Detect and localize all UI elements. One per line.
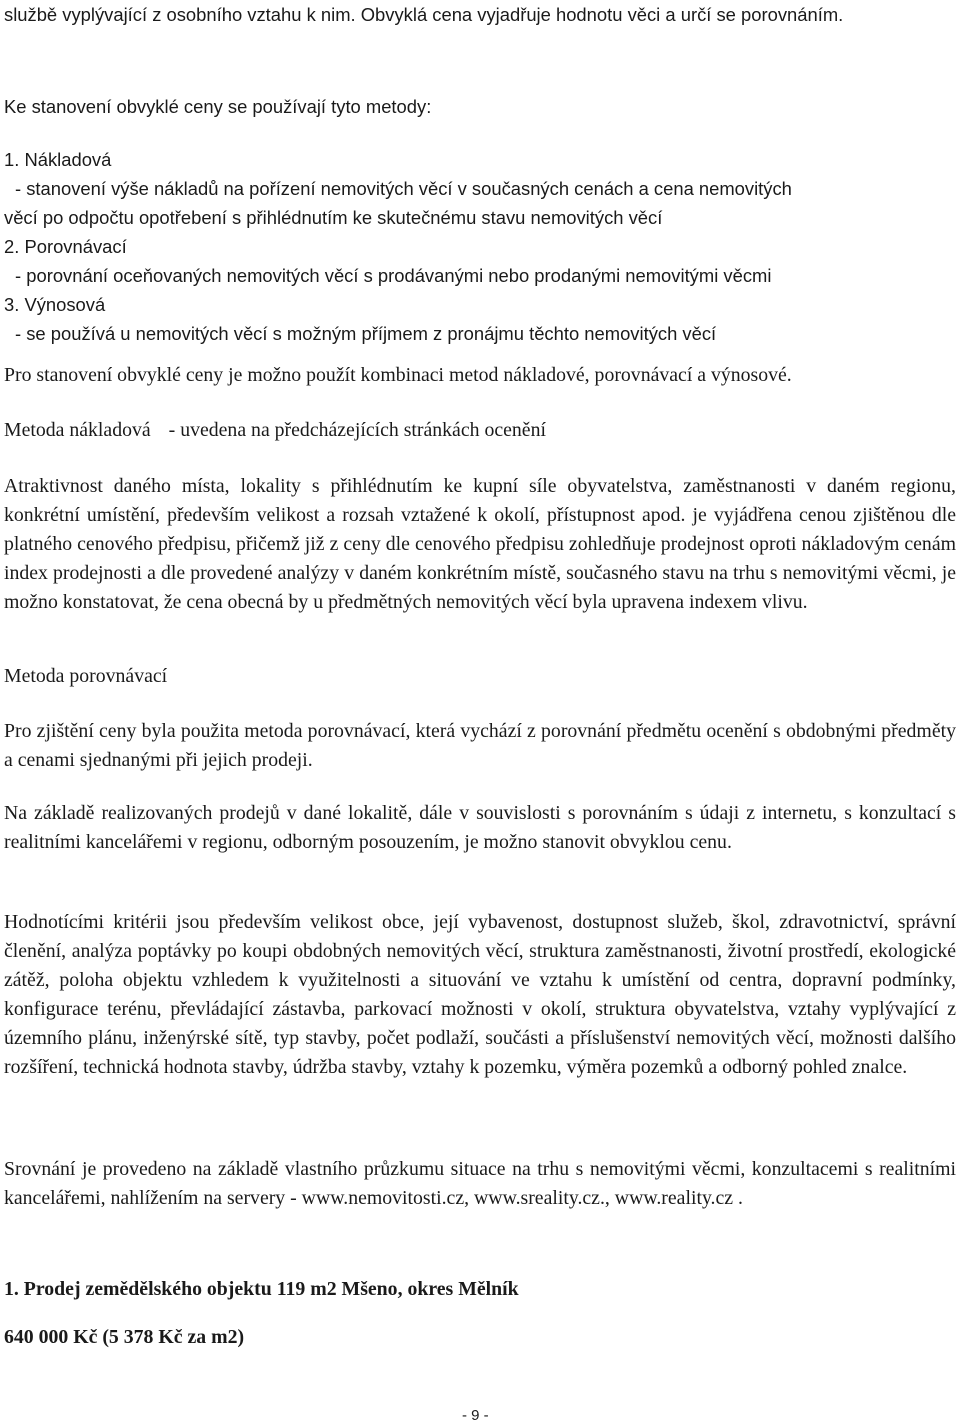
sale-title: 1. Prodej zemědělského objektu 119 m2 Mšeno, okres Mělník xyxy=(4,1278,519,1300)
methods-intro: Ke stanovení obvyklé ceny se používají tyto metody: xyxy=(4,96,432,117)
comparative-paragraph-3: Hodnotícími kritérii jsou především velikost obce, její vybavenost, dostupnost služeb, škol, zdravotnictví, správní členění, analýza poptávky po koupi obdobných nemovitých věcí, struktura zaměstnanosti, životní prostředí, ekologické zátěž, poloha objektu vzhledem k využitelnosti a situování ve vztahu k umístění od centra, dopravní podmínky, konfigurace terénu, převládající zástavba, parkovací možnosti v okolí, struktura obyvatelstva, vztahy vyplývající z územního plánu, inženýrské sítě, typ stavby, počet podlaží, součásti a příslušenství nemovitých věcí, možnosti dalšího rozšíření, technická hodnota stavby, údržba stavby, vztahy k pozemku, výměra pozemků a odborný pohled znalce. xyxy=(4,911,956,1078)
cost-method-title: Metoda nákladová xyxy=(4,419,151,441)
methods-list xyxy=(4,145,956,348)
comparative-paragraph-1: Pro zjištění ceny byla použita metoda porovnávací, která vychází z porovnání předmětu ocenění s obdobnými předměty a cenami sjednanými při jejich prodeji. xyxy=(4,720,956,771)
sale-price: 640 000 Kč (5 378 Kč za m2) xyxy=(4,1326,245,1348)
comparative-method-title: Metoda porovnávací xyxy=(4,665,168,687)
method-title: 1. Nákladová xyxy=(4,149,112,170)
combination-note: Pro stanovení obvyklé ceny je možno použít kombinaci metod nákladové, porovnávací a výnosové. xyxy=(4,364,792,386)
method-title: 3. Výnosová xyxy=(4,294,106,315)
cost-method-heading xyxy=(4,416,956,445)
attractiveness-paragraph: Atraktivnost daného místa, lokality s přihlédnutím ke kupní síle obyvatelstva, zaměstnanosti v daném regionu, konkrétní umístění, především velikost a rozsah vztažené k okolí, přístupnost apod. je vyjádřena cenou zjištěnou dle platného cenového předpisu, přičemž již z ceny dle cenového předpisu zohledňuje prodejnost oproti nákladovým cenám index prodejnosti a dle provedené analýzy v daném konkrétním místě, současného stavu na trhu s nemovitými věcmi, je možno konstatovat, že cena obecná by u předmětných nemovitých věcí byla upravena indexem vlivu. xyxy=(4,475,956,613)
comparative-paragraph-4: Srovnání je provedeno na základě vlastního průzkumu situace na trhu s nemovitými věcmi, konzultacemi s realitními kancelářemi, nahlížením na servery - www.nemovitosti.cz, www.sreality.cz., www.reality.cz . xyxy=(4,1158,956,1209)
cost-method-note: - uvedena na předcházejících stránkách ocenění xyxy=(168,419,546,441)
method-description: - porovnání oceňovaných nemovitých věcí s prodávanými nebo prodanými nemovitými věcmi xyxy=(15,265,772,286)
intro-paragraph: službě vyplývající z osobního vztahu k nim. Obvyklá cena vyjadřuje hodnotu věci a určí se porovnáním. xyxy=(4,4,844,25)
method-description-continued: věcí po odpočtu opotřebení s přihlédnutím ke skutečnému stavu nemovitých věcí xyxy=(4,207,663,228)
method-description: - se používá u nemovitých věcí s možným příjmem z pronájmu těchto nemovitých věcí xyxy=(15,323,717,344)
page-number: - 9 - xyxy=(462,1407,489,1424)
method-title: 2. Porovnávací xyxy=(4,236,127,257)
method-description: - stanovení výše nákladů na pořízení nemovitých věcí v současných cenách a cena nemovitých xyxy=(15,178,792,199)
comparative-paragraph-2: Na základě realizovaných prodejů v dané lokalitě, dále v souvislosti s porovnáním s údaji z internetu, s konzultací s realitními kancelářemi v regionu, odborným posouzením, je možno stanovit obvyklou cenu. xyxy=(4,802,956,853)
